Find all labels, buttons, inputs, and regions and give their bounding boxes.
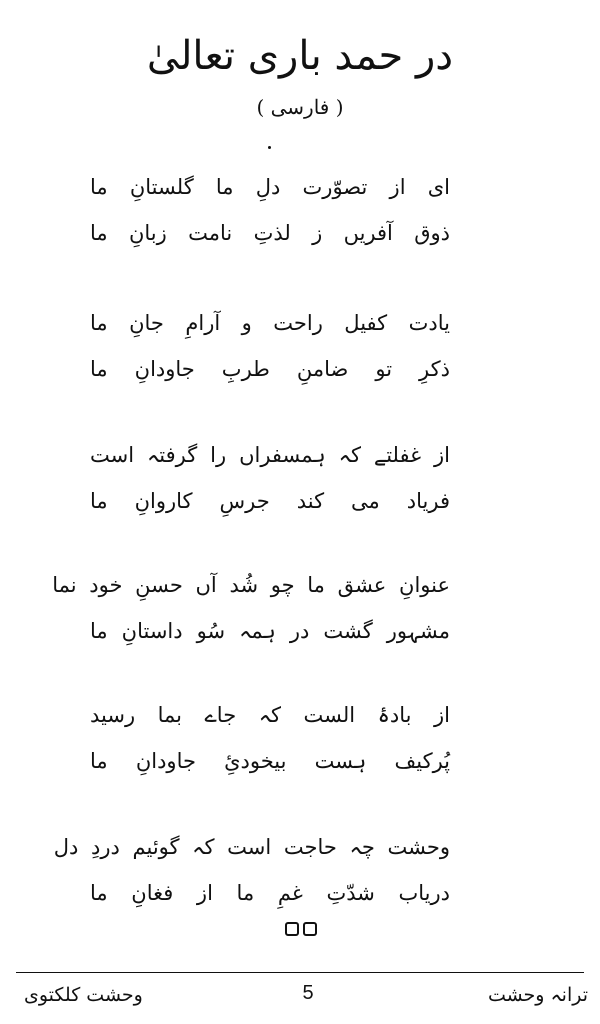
end-of-poem-mark xyxy=(285,922,317,936)
verse-line: ذکرِ تو ضامنِ طربِ جاودانِ ما xyxy=(90,357,450,381)
verse-4 xyxy=(52,562,450,654)
verse-line: عنوانِ عشق ما چو شُد آں حسنِ خود نما xyxy=(52,573,450,597)
page-number: 5 xyxy=(302,982,314,1004)
end-box xyxy=(285,922,299,936)
verse-line: از بادۂ الست کہ جاے بما رسید xyxy=(90,703,450,727)
footer-book-title: ترانہ وحشت xyxy=(487,984,588,1006)
footer-author: وحشت کلکتوی xyxy=(24,984,143,1006)
verse-line: ذوق آفریں ز لذتِ نامت زبانِ ما xyxy=(90,221,450,245)
verse-2 xyxy=(90,300,450,392)
page-subtitle: ( فارسی ) xyxy=(256,95,344,119)
verse-line: ای از تصوّرت دلِ ما گلستانِ ما xyxy=(90,175,450,199)
verse-line: پُرکیف ہست بیخودیِٔ جاودانِ ما xyxy=(90,749,450,773)
verse-6 xyxy=(53,824,450,916)
verse-line: دریاب شدّتِ غمِ ما از فغانِ ما xyxy=(90,881,450,905)
decorative-dot xyxy=(268,146,271,149)
verse-3 xyxy=(90,432,450,524)
verse-5 xyxy=(90,692,450,784)
verse-line: یادت کفیل راحت و آرامِ جانِ ما xyxy=(90,311,450,335)
verse-line: فریاد می کند جرسِ کاروانِ ما xyxy=(90,489,450,513)
verse-1 xyxy=(90,164,450,256)
verse-line: از غفلتے کہ ہمسفراں را گرفتہ است xyxy=(90,443,450,467)
footer-divider xyxy=(16,972,584,973)
verse-line: مشہور گشت در ہمہ سُو داستانِ ما xyxy=(90,619,450,643)
verse-line: وحشت چہ حاجت است کہ گوئیم دردِ دل xyxy=(53,835,450,859)
page-title: در حمد باری تعالیٰ xyxy=(146,33,454,79)
end-box xyxy=(303,922,317,936)
